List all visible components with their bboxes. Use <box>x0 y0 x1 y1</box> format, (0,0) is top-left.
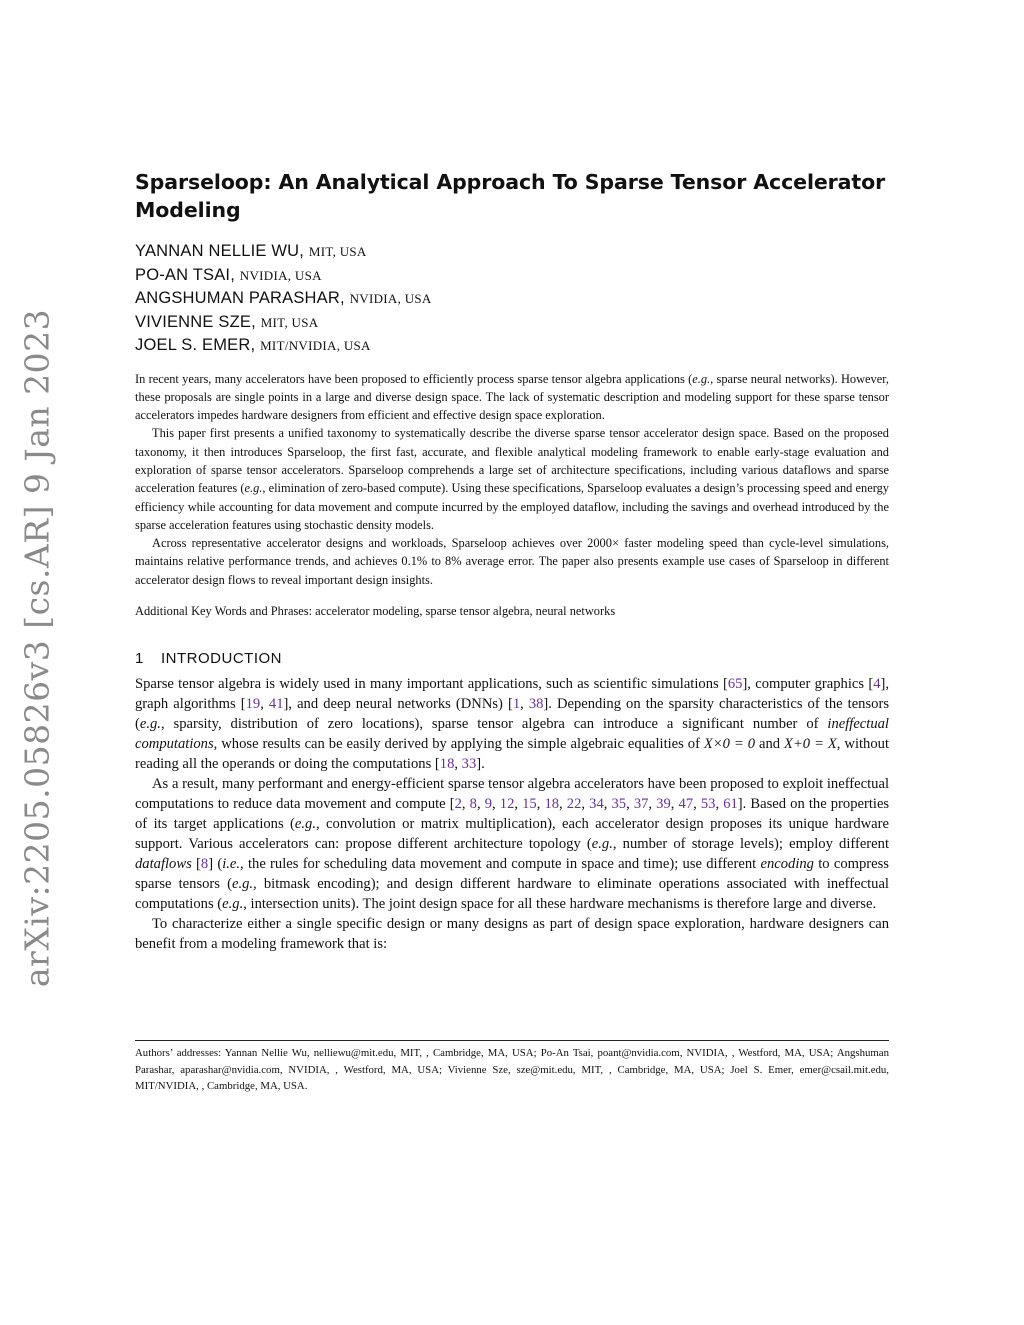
author-list <box>135 240 889 358</box>
citation-group: 2, 8, 9, 12, 15, 18, 22, 34, 35, 37, 39, 47, 53, 61 <box>454 796 738 813</box>
citation-link[interactable]: 8 <box>200 856 209 873</box>
math-inline: X+0 = X <box>784 736 837 753</box>
citation-link[interactable]: 19 <box>245 696 261 713</box>
abstract-paragraph: Across representative accelerator designs and workloads, Sparseloop achieves over 2000× faster modeling speed than cycle-level simulations, maintains relative performance trends, and achieves 0.1% to 8% average error. The paper also presents example use cases of Sparseloop in different accelerator design flows to reveal important design insights. <box>135 536 889 587</box>
body-paragraph: Sparse tensor algebra is widely used in many important applications, such as scientific simulations [65], computer graphics [4], graph algorithms [19, 41], and deep neural networks (DNNs) [1, 38]. Depending on the sparsity characteristics of the tensors (e.g., sparsity, distribution of zero locations), sparse tensor algebra can introduce a significant number of ineffectual computations, whose results can be easily derived by applying the simple algebraic equalities of X×0 = 0 and X+0 = X, without reading all the operands or doing the computations [18, 33]. <box>135 676 890 773</box>
body-paragraph: To characterize either a single specific design or many designs as part of design space exploration, hardware designers can benefit from a modeling framework that is: <box>135 916 889 953</box>
author-entry <box>135 264 889 288</box>
author-affiliation: NVIDIA, USA <box>239 267 322 283</box>
author-name: JOEL S. EMER, <box>135 336 256 354</box>
author-entry <box>135 311 889 335</box>
citation-link[interactable]: 39 <box>656 796 671 813</box>
introduction-body <box>135 674 889 954</box>
citation-link[interactable]: 8 <box>469 796 477 813</box>
citation-link[interactable]: 12 <box>499 796 515 813</box>
citation-link[interactable]: 9 <box>484 796 493 813</box>
citation-link[interactable]: 1 <box>512 696 521 713</box>
citation-link[interactable]: 47 <box>678 796 694 813</box>
author-entry <box>135 240 889 264</box>
citation-link[interactable]: 65 <box>727 676 743 693</box>
author-addresses-footnote: Authors’ addresses: Yannan Nellie Wu, nelliewu@mit.edu, MIT, , Cambridge, MA, USA; Po-An Tsai, poant@nvidia.com, NVIDIA, , Westford, MA, USA; Angshuman Parashar, aparashar@nvidia.com, NVIDIA, , Westford, MA, USA; Vivienne Sze, sze@mit.edu, MIT, , Cambridge, MA, USA; Joel S. Emer, emer@csail.mit.edu, MIT/NVIDIA, , Cambridge, MA, USA. <box>135 1040 889 1095</box>
section-heading <box>135 649 889 669</box>
citation-link[interactable]: 34 <box>589 796 604 813</box>
emphasis: ineffectual computations <box>135 716 889 753</box>
body-paragraph: As a result, many performant and energy-efficient sparse tensor algebra accelerators have been proposed to exploit ineffectual computations to reduce data movement and compute [2, 8, 9, 12, 15, 18, 22, 34, 35, 37, 39, 47, 53, 61]. Based on the properties of its target applications (e.g., convolution or matrix multiplication), each accelerator design proposes its unique hardware support. Various accelerators can: propose different architecture topology (e.g., number of storage levels); employ different dataflows [8] (i.e., the rules for scheduling data movement and compute in space and time); use different encoding to compress sparse tensors (e.g., bitmask encoding); and design different hardware to eliminate operations associated with ineffectual computations (e.g., intersection units). The joint design space for all these hardware mechanisms is therefore large and diverse. <box>135 776 890 913</box>
keywords: Additional Key Words and Phrases: accelerator modeling, sparse tensor algebra, neural networks <box>135 604 616 619</box>
arxiv-identifier-text: arXiv:2205.05826v3 [cs.AR] 9 Jan 2023 <box>17 308 57 988</box>
citation-link[interactable]: 2 <box>454 796 462 813</box>
citation-link[interactable]: 41 <box>268 696 284 713</box>
arxiv-identifier <box>12 308 62 988</box>
citation-link[interactable]: 18 <box>544 796 560 813</box>
section-number: 1 <box>135 650 144 668</box>
citation-link[interactable]: 15 <box>522 796 537 813</box>
author-name: YANNAN NELLIE WU, <box>135 242 305 260</box>
author-affiliation: MIT, USA <box>308 244 367 259</box>
author-name: ANGSHUMAN PARASHAR, <box>135 289 345 307</box>
emphasis: encoding <box>760 856 814 873</box>
citation-link[interactable]: 33 <box>461 756 477 773</box>
citation-link[interactable]: 35 <box>611 796 627 813</box>
author-affiliation: MIT, USA <box>260 314 319 330</box>
citation-link[interactable]: 38 <box>528 696 544 713</box>
author-affiliation: NVIDIA, USA <box>349 291 432 306</box>
abstract-paragraph: This paper first presents a unified taxonomy to systematically describe the diverse sparse tensor accelerator design space. Based on the proposed taxonomy, it then introduces Sparseloop, the first fast, accurate, and flexible analytical modeling framework to enable early-stage evaluation and exploration of sparse tensor accelerators. Sparseloop comprehends a large set of architecture specifications, including various dataflows and sparse acceleration features (e.g., elimination of zero-based compute). Using these specifications, Sparseloop evaluates a design’s processing speed and energy efficiency while accounting for data movement and compute incurred by the employed dataflow, including the savings and overhead introduced by the sparse acceleration features using stochastic density models. <box>135 426 889 532</box>
citation-link[interactable]: 22 <box>566 796 582 813</box>
section-title: INTRODUCTION <box>161 650 282 668</box>
math-inline: X×0 = 0 <box>703 736 756 753</box>
author-name: VIVIENNE SZE, <box>135 312 256 331</box>
citation-link[interactable]: 4 <box>873 676 881 693</box>
paper-page <box>135 168 889 954</box>
citation-link[interactable]: 53 <box>700 796 716 813</box>
abstract-paragraph: In recent years, many accelerators have been proposed to efficiently process sparse tensor algebra applications (e.g., sparse neural networks). However, these proposals are single points in a large and diverse design space. The lack of systematic description and modeling support for these sparse tensor accelerators impedes hardware designers from efficient and effective design space exploration. <box>135 371 889 423</box>
abstract <box>135 370 889 590</box>
citation-link[interactable]: 61 <box>723 796 738 813</box>
citation-link[interactable]: 18 <box>439 756 455 773</box>
author-entry <box>135 287 889 311</box>
citation-link[interactable]: 37 <box>633 796 649 813</box>
paper-title: Sparseloop: An Analytical Approach To Sparse Tensor Accelerator Modeling <box>135 170 886 222</box>
author-entry <box>135 334 889 358</box>
author-affiliation: MIT/NVIDIA, USA <box>260 338 371 353</box>
emphasis: dataflows <box>135 856 192 873</box>
author-name: PO-AN TSAI, <box>135 265 235 284</box>
